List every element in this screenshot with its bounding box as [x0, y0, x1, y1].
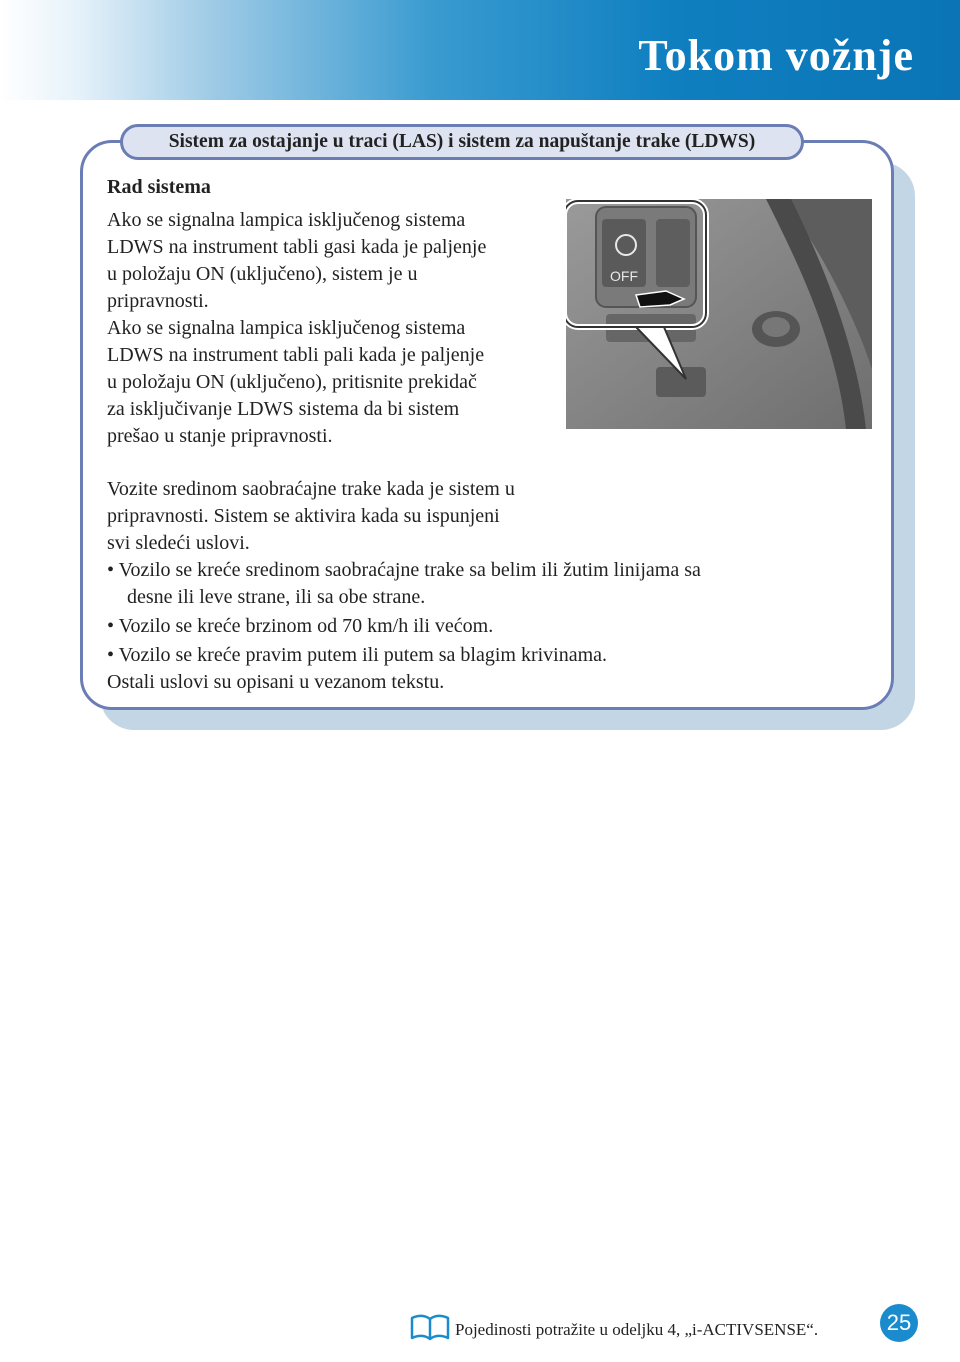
text-line: Ako se signalna lampica isključenog sistema — [107, 317, 466, 339]
switch-panel-photo — [566, 199, 872, 429]
page-title: Tokom vožnje — [638, 31, 914, 80]
paragraph-2 — [107, 476, 707, 557]
section-subtitle: Rad sistema — [107, 176, 211, 198]
bullet-item: • Vozilo se kreće sredinom saobraćajne trake sa belim ili žutim linijama sa desne ili leve strane, ili sa obe strane. — [107, 559, 701, 608]
page-number: 25 — [880, 1304, 918, 1342]
bullet-item: • Vozilo se kreće brzinom od 70 km/h ili većom. — [107, 615, 494, 637]
text-line: svi sledeći uslovi. — [107, 532, 250, 554]
bullet-item: • Vozilo se kreće pravim putem ili putem sa blagim krivinama. — [107, 644, 608, 666]
footer-note: Pojedinosti potražite u odeljku 4, „i-ACTIVSENSE“. — [455, 1320, 819, 1339]
text-line: LDWS na instrument tabli pali kada je paljenje — [107, 344, 485, 366]
paragraph-1 — [107, 207, 547, 450]
text-line: za isključivanje LDWS sistema da bi sistem — [107, 398, 460, 420]
text-line: prešao u stanje pripravnosti. — [107, 425, 333, 447]
text-line: u položaju ON (uključeno), pritisnite prekidač — [107, 371, 477, 393]
text-line: pripravnosti. Sistem se aktivira kada su ispunjeni — [107, 505, 500, 527]
closing-note: Ostali uslovi su opisani u vezanom tekstu. — [107, 671, 445, 693]
text-line: u položaju ON (uključeno), sistem je u — [107, 263, 418, 285]
text-line: LDWS na instrument tabli gasi kada je paljenje — [107, 236, 487, 258]
text-line: Ako se signalna lampica isključenog sistema — [107, 209, 466, 231]
book-icon — [410, 1314, 450, 1342]
page-header — [0, 0, 960, 100]
text-line: pripravnosti. — [107, 290, 209, 312]
section-title-pill: Sistem za ostajanje u traci (LAS) i sistem za napuštanje trake (LDWS) — [120, 124, 804, 160]
off-label: OFF — [610, 268, 638, 284]
text-line: Vozite sredinom saobraćajne trake kada je sistem u — [107, 478, 515, 500]
